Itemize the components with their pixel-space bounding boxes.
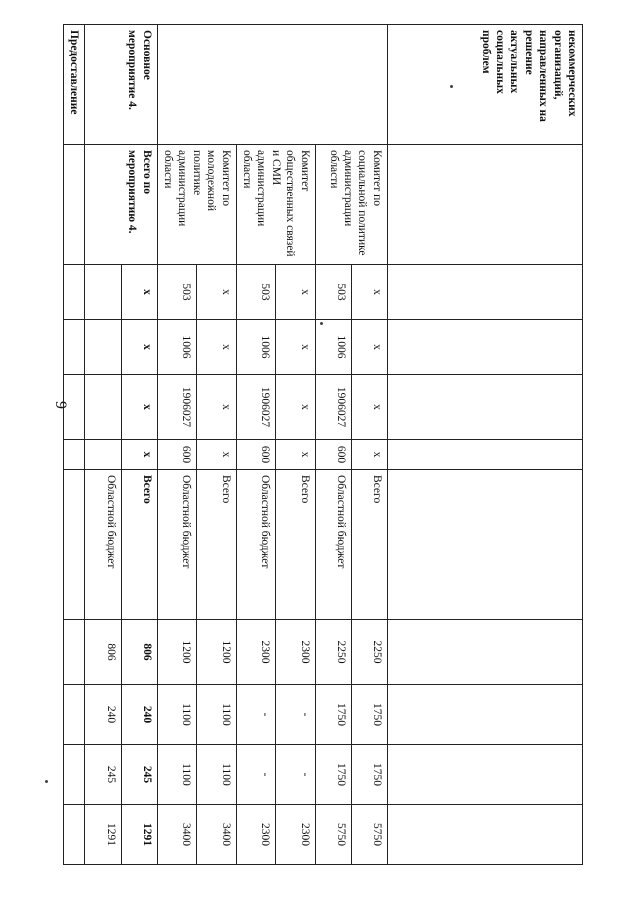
csr-cell: x <box>276 375 316 440</box>
year3-cell: 3400 <box>197 805 237 865</box>
table-row <box>121 25 157 865</box>
year1-cell: 1750 <box>351 685 387 745</box>
grbs-cell: x <box>276 265 316 320</box>
empty-cell <box>64 745 85 805</box>
total-cell: 806 <box>85 620 121 685</box>
grbs-cell: x <box>351 265 387 320</box>
year2-cell: 1750 <box>315 745 351 805</box>
table-row <box>197 25 237 865</box>
rz-cell: x <box>276 320 316 375</box>
year2-cell: 1750 <box>351 745 387 805</box>
rz-cell: x <box>351 320 387 375</box>
year1-cell: 1100 <box>157 685 197 745</box>
year1-cell: 1100 <box>197 685 237 745</box>
responsible-cell: Комитет по молодежной политике администрации области <box>157 145 236 265</box>
total-cell: 2300 <box>236 620 276 685</box>
source-cell: Всего <box>276 470 316 620</box>
empty-cell <box>64 620 85 685</box>
year2-cell: - <box>236 745 276 805</box>
csr-cell <box>85 375 121 440</box>
empty-cell <box>64 265 85 320</box>
year3-cell: 3400 <box>157 805 197 865</box>
table-row <box>351 25 387 865</box>
empty-cell <box>387 685 582 745</box>
source-cell: Областной бюджет <box>315 470 351 620</box>
table-row <box>64 25 85 865</box>
year3-cell: 2300 <box>236 805 276 865</box>
year2-cell: 245 <box>121 745 157 805</box>
csr-cell: x <box>351 375 387 440</box>
empty-cell <box>387 620 582 685</box>
year1-cell: - <box>276 685 316 745</box>
year1-cell: 240 <box>121 685 157 745</box>
grbs-cell: x <box>197 265 237 320</box>
year3-cell: 1291 <box>121 805 157 865</box>
year3-cell: 2300 <box>276 805 316 865</box>
vr-cell: x <box>197 440 237 470</box>
empty-cell <box>387 470 582 620</box>
rz-cell: 1006 <box>157 320 197 375</box>
measure-total-label-cell: Всего по мероприятию 4. <box>85 145 157 265</box>
table-row <box>276 25 316 865</box>
empty-cell <box>387 805 582 865</box>
responsible-cell: Комитет общественных связей и СМИ администрации области <box>236 145 315 265</box>
trailing-name-cell: Предоставление <box>64 25 85 145</box>
source-cell: Всего <box>121 470 157 620</box>
empty-cell <box>64 320 85 375</box>
year3-cell: 5750 <box>315 805 351 865</box>
empty-cell <box>387 320 582 375</box>
empty-cell <box>64 685 85 745</box>
source-cell: Областной бюджет <box>236 470 276 620</box>
vr-cell <box>85 440 121 470</box>
rz-cell: x <box>121 320 157 375</box>
table-row <box>387 25 582 865</box>
grbs-cell: 503 <box>315 265 351 320</box>
rz-cell: x <box>197 320 237 375</box>
empty-cell <box>64 440 85 470</box>
csr-cell: 1906027 <box>236 375 276 440</box>
empty-cell <box>64 375 85 440</box>
grbs-cell: 503 <box>157 265 197 320</box>
year2-cell: 1100 <box>197 745 237 805</box>
year2-cell: 245 <box>85 745 121 805</box>
total-cell: 1200 <box>197 620 237 685</box>
rz-cell: 1006 <box>315 320 351 375</box>
empty-cell <box>387 745 582 805</box>
vr-cell: 600 <box>157 440 197 470</box>
year2-cell: - <box>276 745 316 805</box>
grbs-cell: 503 <box>236 265 276 320</box>
vr-cell: 600 <box>236 440 276 470</box>
csr-cell: 1906027 <box>315 375 351 440</box>
year1-cell: - <box>236 685 276 745</box>
measure-name-cell: Основное мероприятие 4. <box>85 25 157 145</box>
total-cell: 2250 <box>351 620 387 685</box>
total-cell: 806 <box>121 620 157 685</box>
year3-cell: 1291 <box>85 805 121 865</box>
year1-cell: 240 <box>85 685 121 745</box>
empty-cell <box>157 25 387 145</box>
vr-cell: x <box>276 440 316 470</box>
total-cell: 1200 <box>157 620 197 685</box>
total-cell: 2300 <box>276 620 316 685</box>
source-cell: Областной бюджет <box>85 470 121 620</box>
empty-cell <box>387 265 582 320</box>
rz-cell <box>85 320 121 375</box>
rotated-page <box>63 24 583 864</box>
responsible-cell: Комитет по социальной политике администрации области <box>315 145 387 265</box>
rz-cell: 1006 <box>236 320 276 375</box>
source-cell: Всего <box>351 470 387 620</box>
empty-cell <box>387 375 582 440</box>
vr-cell: 600 <box>315 440 351 470</box>
source-cell: Областной бюджет <box>157 470 197 620</box>
year2-cell: 1100 <box>157 745 197 805</box>
page-number: 9 <box>52 401 69 409</box>
vr-cell: x <box>351 440 387 470</box>
csr-cell: 1906027 <box>157 375 197 440</box>
scan-speck <box>45 780 48 783</box>
grbs-cell <box>85 265 121 320</box>
empty-cell <box>64 145 85 265</box>
source-cell: Всего <box>197 470 237 620</box>
year1-cell: 1750 <box>315 685 351 745</box>
csr-cell: x <box>197 375 237 440</box>
total-cell: 2250 <box>315 620 351 685</box>
empty-cell <box>64 470 85 620</box>
vr-cell: x <box>121 440 157 470</box>
budget-table <box>63 24 583 865</box>
empty-cell <box>387 145 582 265</box>
csr-cell: x <box>121 375 157 440</box>
program-name-cell: некоммерческих организаций, направленных на решение актуальных социальных проблем <box>387 25 582 145</box>
empty-cell <box>387 440 582 470</box>
year3-cell: 5750 <box>351 805 387 865</box>
empty-cell <box>64 805 85 865</box>
grbs-cell: x <box>121 265 157 320</box>
